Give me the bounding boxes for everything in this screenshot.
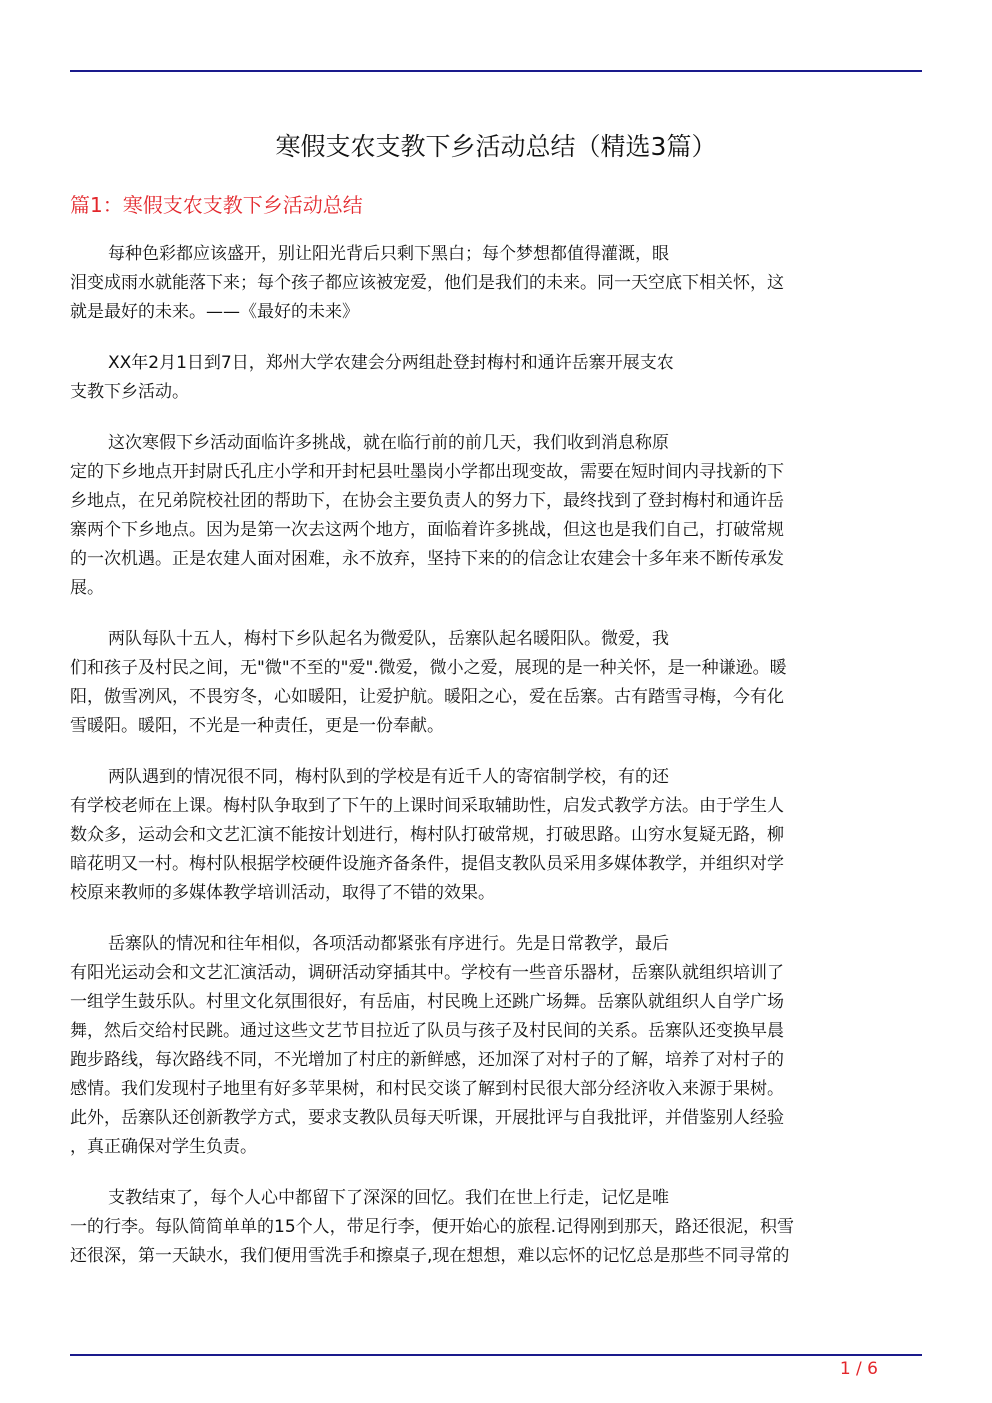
page-number: 1 / 6	[839, 1359, 878, 1379]
text-line: ，真正确保对学生负责。	[70, 1137, 257, 1157]
text-line: XX年2月1日到7日，郑州大学农建会分两组赴登封梅村和通许岳寨开展支农	[108, 353, 674, 373]
paragraph	[70, 930, 912, 1162]
document-title: 寒假支农支教下乡活动总结（精选3篇）	[275, 132, 717, 161]
text-line: 跑步路线，每次路线不同，不光增加了村庄的新鲜感，还加深了对村子的了解，培养了对村子的	[70, 1050, 784, 1070]
footer-rule	[70, 1354, 922, 1356]
text-line: 泪变成雨水就能落下来；每个孩子都应该被宠爱，他们是我们的未来。同一天空底下相关怀，这	[70, 273, 784, 293]
paragraph	[70, 240, 912, 327]
text-line: 两队遇到的情况很不同，梅村队到的学校是有近千人的寄宿制学校，有的还	[108, 767, 669, 787]
text-line: 一组学生鼓乐队。村里文化氛围很好，有岳庙，村民晚上还跳广场舞。岳寨队就组织人自学广场	[70, 992, 784, 1012]
text-line: 雪暖阳。暖阳，不光是一种责任，更是一份奉献。	[70, 716, 444, 736]
text-line: 寨两个下乡地点。因为是第一次去这两个地方，面临着许多挑战，但这也是我们自己，打破常规	[70, 520, 784, 540]
paragraph	[70, 1184, 912, 1271]
text-line: 暗花明又一村。梅村队根据学校硬件设施齐备条件，提倡支教队员采用多媒体教学，并组织对学	[70, 854, 784, 874]
header-rule	[70, 70, 922, 72]
text-line: 定的下乡地点开封尉氏孔庄小学和开封杞县吐墨岗小学都出现变故，需要在短时间内寻找新的下	[70, 462, 784, 482]
text-line: 校原来教师的多媒体教学培训活动，取得了不错的效果。	[70, 883, 495, 903]
text-line: 这次寒假下乡活动面临许多挑战，就在临行前的前几天，我们收到消息称原	[108, 433, 669, 453]
document-body	[70, 240, 912, 1293]
text-line: 们和孩子及村民之间，无"微"不至的"爱".微爱，微小之爱，展现的是一种关怀，是一种谦逊。暖	[70, 658, 787, 678]
text-line: 此外，岳寨队还创新教学方式，要求支教队员每天听课，开展批评与自我批评，并借鉴别人经验	[70, 1108, 784, 1128]
text-line: 数众多，运动会和文艺汇演不能按计划进行，梅村队打破常规，打破思路。山穷水复疑无路，柳	[70, 825, 784, 845]
paragraph	[70, 349, 912, 407]
paragraph	[70, 763, 912, 908]
text-line: 两队每队十五人，梅村下乡队起名为微爱队，岳寨队起名暖阳队。微爱，我	[108, 629, 669, 649]
section-heading: 篇1：寒假支农支教下乡活动总结	[70, 193, 363, 217]
text-line: 还很深，第一天缺水，我们便用雪洗手和擦桌子,现在想想，难以忘怀的记忆总是那些不同寻常的	[70, 1246, 790, 1266]
text-line: 就是最好的未来。——《最好的未来》	[70, 302, 359, 322]
paragraph	[70, 429, 912, 603]
text-line: 一的行李。每队简简单单的15个人，带足行李，便开始心的旅程.记得刚到那天，路还很泥，积雪	[70, 1217, 795, 1237]
text-line: 每种色彩都应该盛开，别让阳光背后只剩下黑白；每个梦想都值得灌溉，眼	[108, 244, 669, 264]
text-line: 乡地点，在兄弟院校社团的帮助下，在协会主要负责人的努力下，最终找到了登封梅村和通许岳	[70, 491, 784, 511]
text-line: 有阳光运动会和文艺汇演活动，调研活动穿插其中。学校有一些音乐器材，岳寨队就组织培训了	[70, 963, 784, 983]
text-line: 支教下乡活动。	[70, 382, 189, 402]
text-line: 的一次机遇。正是农建人面对困难，永不放弃，坚持下来的的信念让农建会十多年来不断传承发	[70, 549, 784, 569]
text-line: 有学校老师在上课。梅村队争取到了下午的上课时间采取辅助性，启发式教学方法。由于学生人	[70, 796, 784, 816]
text-line: 感情。我们发现村子地里有好多苹果树，和村民交谈了解到村民很大部分经济收入来源于果树。	[70, 1079, 784, 1099]
text-line: 支教结束了，每个人心中都留下了深深的回忆。我们在世上行走，记忆是唯	[108, 1188, 669, 1208]
text-line: 展。	[70, 578, 104, 598]
text-line: 阳，傲雪冽风，不畏穷冬，心如暖阳，让爱护航。暖阳之心，爱在岳寨。古有踏雪寻梅，今有化	[70, 687, 784, 707]
text-line: 舞，然后交给村民跳。通过这些文艺节目拉近了队员与孩子及村民间的关系。岳寨队还变换早晨	[70, 1021, 784, 1041]
paragraph	[70, 625, 912, 741]
text-line: 岳寨队的情况和往年相似，各项活动都紧张有序进行。先是日常教学，最后	[108, 934, 669, 954]
